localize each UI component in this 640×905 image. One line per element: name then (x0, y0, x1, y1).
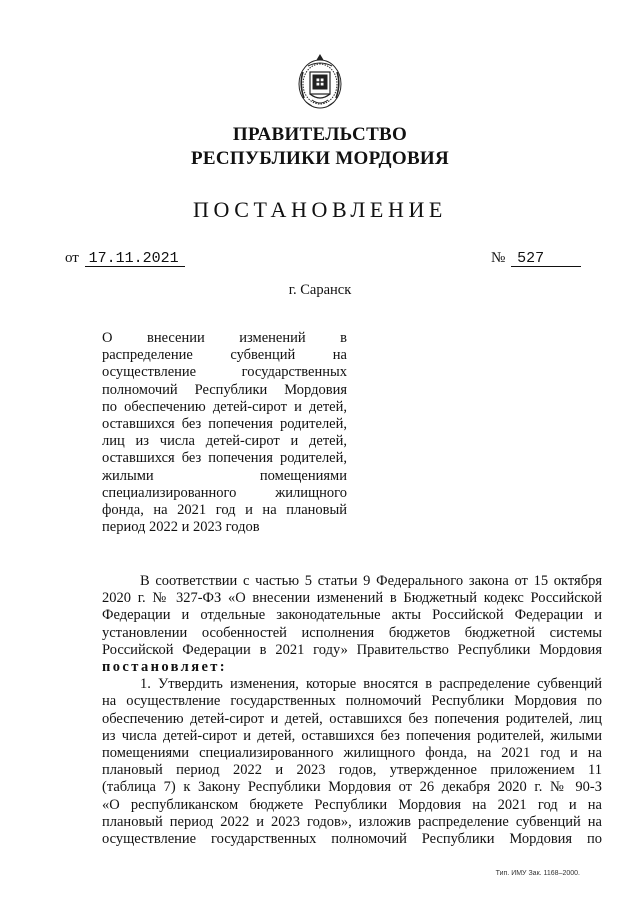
subject-line: полномочий Республики Мордовия (102, 381, 347, 398)
subject-line: О внесении изменений в (102, 330, 347, 346)
resolves-word: постановляет: (102, 659, 228, 676)
document-subject (102, 330, 347, 536)
subject-line: специализированного жилищного (102, 484, 347, 501)
number-field (491, 250, 581, 267)
number-prefix: № (491, 250, 506, 266)
item1-line: обеспечению детей-сирот и детей, оставшихся без попечения родителей, лиц (102, 710, 602, 727)
item1-line: (таблица 7) к Закону Республики Мордовия от 26 декабря 2020 г. № 90-З (102, 779, 602, 796)
date-prefix: от (65, 250, 79, 266)
item1-line: плановый период 2022 и 2023 годов, утвержденное приложением 11 (102, 762, 602, 779)
coat-of-arms-icon (296, 52, 344, 112)
preamble-line: Федерации и отдельные законодательные акты Российской Федерации и (102, 607, 602, 624)
org-name-line-2: РЕСПУБЛИКИ МОРДОВИЯ (190, 148, 450, 169)
org-name-line-1: ПРАВИТЕЛЬСТВО (232, 124, 408, 145)
item1-line: на осуществление государственных полномочий Республики Мордовия по (102, 693, 602, 710)
item1-line: осуществление государственных полномочий Республики Мордовия по (102, 831, 602, 848)
document-type-title: ПОСТАНОВЛЕНИЕ (193, 197, 447, 222)
subject-line: жилыми помещениями (102, 467, 347, 484)
preamble-line: 2020 г. № 327-ФЗ «О внесении изменений в Бюджетный кодекс Российской (102, 590, 602, 607)
print-mark: Тип. ИМУ Зак. 1168–2000. (495, 870, 580, 877)
number-value: 527 (511, 251, 581, 267)
item1-line: плановый период 2022 и 2023 годов», изложив распределение субвенций на (102, 813, 602, 830)
item1-line: из числа детей-сирот и детей, оставшихся без попечения родителей, жилыми (102, 727, 602, 744)
date-field (65, 250, 185, 267)
subject-line: распределение субвенций на (102, 347, 347, 364)
city-line: г. Саранск (288, 282, 352, 298)
document-body (102, 573, 602, 848)
item1-line: помещениями специализированного жилищного фонда, на 2021 год и на (102, 745, 602, 762)
item1-line: «О республиканском бюджете Республики Мордовия на 2021 год и на (102, 796, 602, 813)
subject-line: по обеспечению детей-сирот и детей, (102, 398, 347, 415)
preamble-line: В соответствии с частью 5 статьи 9 Федерального закона от 15 октября (140, 573, 602, 589)
date-value: 17.11.2021 (85, 251, 185, 267)
subject-line: лиц из числа детей-сирот и детей, (102, 433, 347, 450)
subject-line: осуществление государственных (102, 364, 347, 381)
preamble-line: Российской Федерации в 2021 году» Правительство Республики Мордовия (102, 641, 602, 658)
subject-line: период 2022 и 2023 годов (102, 519, 260, 536)
subject-line: оставшихся без попечения родителей, (102, 416, 347, 433)
item1-line: 1. Утвердить изменения, которые вносятся в распределение субвенций (140, 676, 602, 693)
preamble-line: установлении особенностей исполнения бюджетов бюджетной системы (102, 624, 602, 641)
subject-line: фонда, на 2021 год и на плановый (102, 502, 347, 519)
subject-line: оставшихся без попечения родителей, (102, 450, 347, 467)
